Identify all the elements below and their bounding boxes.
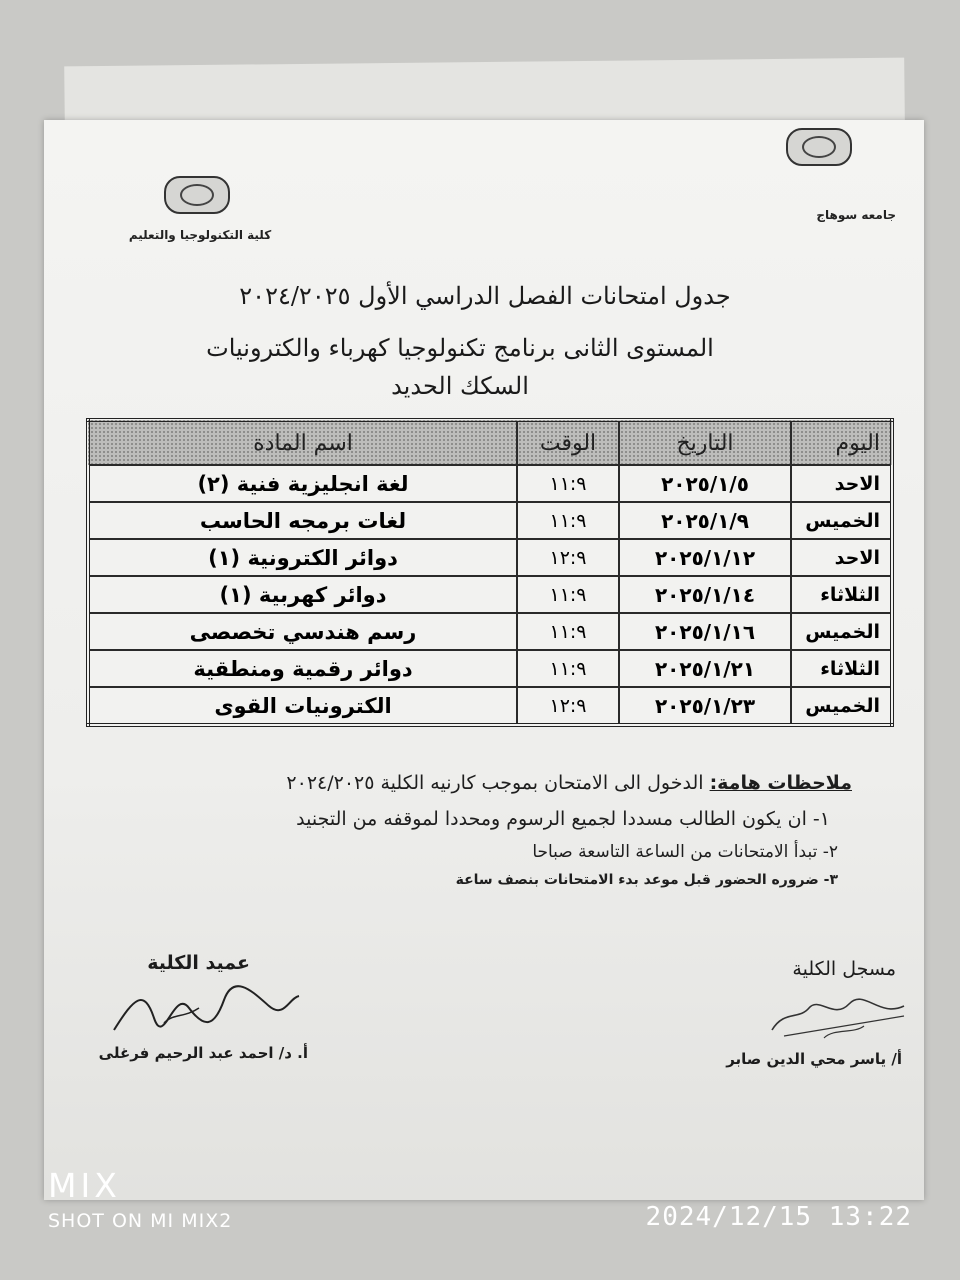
cell-subject: دوائر رقمية ومنطقية	[88, 650, 517, 687]
dean-title: عميد الكلية	[147, 952, 250, 974]
program-division-title: السكك الحديد	[391, 372, 529, 400]
cell-subject: دوائر الكترونية (١)	[88, 539, 517, 576]
cell-date: ٢٠٢٥/١/٥	[619, 465, 791, 502]
cell-date: ٢٠٢٥/١/٩	[619, 502, 791, 539]
registrar-name: أ/ ياسر محي الدين صابر	[726, 1050, 902, 1068]
header-time: الوقت	[517, 420, 619, 465]
cell-date: ٢٠٢٥/١/١٤	[619, 576, 791, 613]
notes-intro: الدخول الى الامتحان بموجب كارنيه الكلية ٢٠٢٤/٢٠٢٥	[286, 772, 704, 794]
note-item: ٢- تبدأ الامتحانات من الساعة التاسعة صباحا	[532, 842, 838, 862]
cell-time: ١١:٩	[517, 613, 619, 650]
exam-schedule-table	[86, 418, 894, 727]
note-item: ١- ان يكون الطالب مسددا لجميع الرسوم ومحددا لموقفه من التجنيد	[296, 808, 830, 830]
program-level-title: المستوى الثانى برنامج تكنولوجيا كهرباء والكترونيات	[206, 334, 714, 362]
university-name: جامعه سوهاج	[816, 208, 896, 222]
table-row	[88, 687, 892, 725]
cell-day: الخميس	[791, 613, 892, 650]
cell-day: الثلاثاء	[791, 576, 892, 613]
dean-signature-icon	[104, 978, 304, 1038]
table-row	[88, 613, 892, 650]
cell-date: ٢٠٢٥/١/١٢	[619, 539, 791, 576]
cell-day: الاحد	[791, 465, 892, 502]
cell-subject: لغة انجليزية فنية (٢)	[88, 465, 517, 502]
cell-time: ١١:٩	[517, 502, 619, 539]
cell-date: ٢٠٢٥/١/٢٣	[619, 687, 791, 725]
schedule-title: جدول امتحانات الفصل الدراسي الأول ٢٠٢٤/٢٠٢٥	[239, 282, 731, 310]
university-logo-icon	[786, 128, 852, 166]
cell-time: ١١:٩	[517, 465, 619, 502]
table-row	[88, 539, 892, 576]
cell-subject: رسم هندسي تخصصى	[88, 613, 517, 650]
faculty-logo-icon	[164, 176, 230, 214]
note-item: ٣- ضروره الحضور قبل موعد بدء الامتحانات بنصف ساعة	[455, 872, 838, 888]
cell-time: ١١:٩	[517, 576, 619, 613]
header-date: التاريخ	[619, 420, 791, 465]
table-header-row	[88, 420, 892, 465]
registrar-signature-icon	[764, 990, 914, 1046]
cell-day: الخميس	[791, 502, 892, 539]
cell-time: ١٢:٩	[517, 687, 619, 725]
cell-day: الاحد	[791, 539, 892, 576]
cell-subject: الكترونيات القوى	[88, 687, 517, 725]
cell-day: الخميس	[791, 687, 892, 725]
registrar-title: مسجل الكلية	[792, 958, 896, 980]
dean-name: أ. د/ احمد عبد الرحيم فرغلى	[98, 1044, 308, 1062]
notes-label: ملاحظات هامة:	[709, 772, 852, 794]
header-day: اليوم	[791, 420, 892, 465]
notes-heading	[190, 772, 852, 794]
header-subject: اسم المادة	[88, 420, 517, 465]
camera-brand-watermark: MIX	[48, 1166, 121, 1205]
cell-subject: لغات برمجه الحاسب	[88, 502, 517, 539]
faculty-name: كلية التكنولوجيا والتعليم	[128, 228, 272, 242]
table-row	[88, 650, 892, 687]
cell-day: الثلاثاء	[791, 650, 892, 687]
cell-subject: دوائر كهربية (١)	[88, 576, 517, 613]
table-row	[88, 576, 892, 613]
camera-model-watermark: SHOT ON MI MIX2	[48, 1210, 233, 1232]
cell-time: ١١:٩	[517, 650, 619, 687]
photo-datetime-stamp: 2024/12/15 13:22	[645, 1202, 912, 1232]
cell-time: ١٢:٩	[517, 539, 619, 576]
table-row	[88, 465, 892, 502]
cell-date: ٢٠٢٥/١/١٦	[619, 613, 791, 650]
table-row	[88, 502, 892, 539]
cell-date: ٢٠٢٥/١/٢١	[619, 650, 791, 687]
